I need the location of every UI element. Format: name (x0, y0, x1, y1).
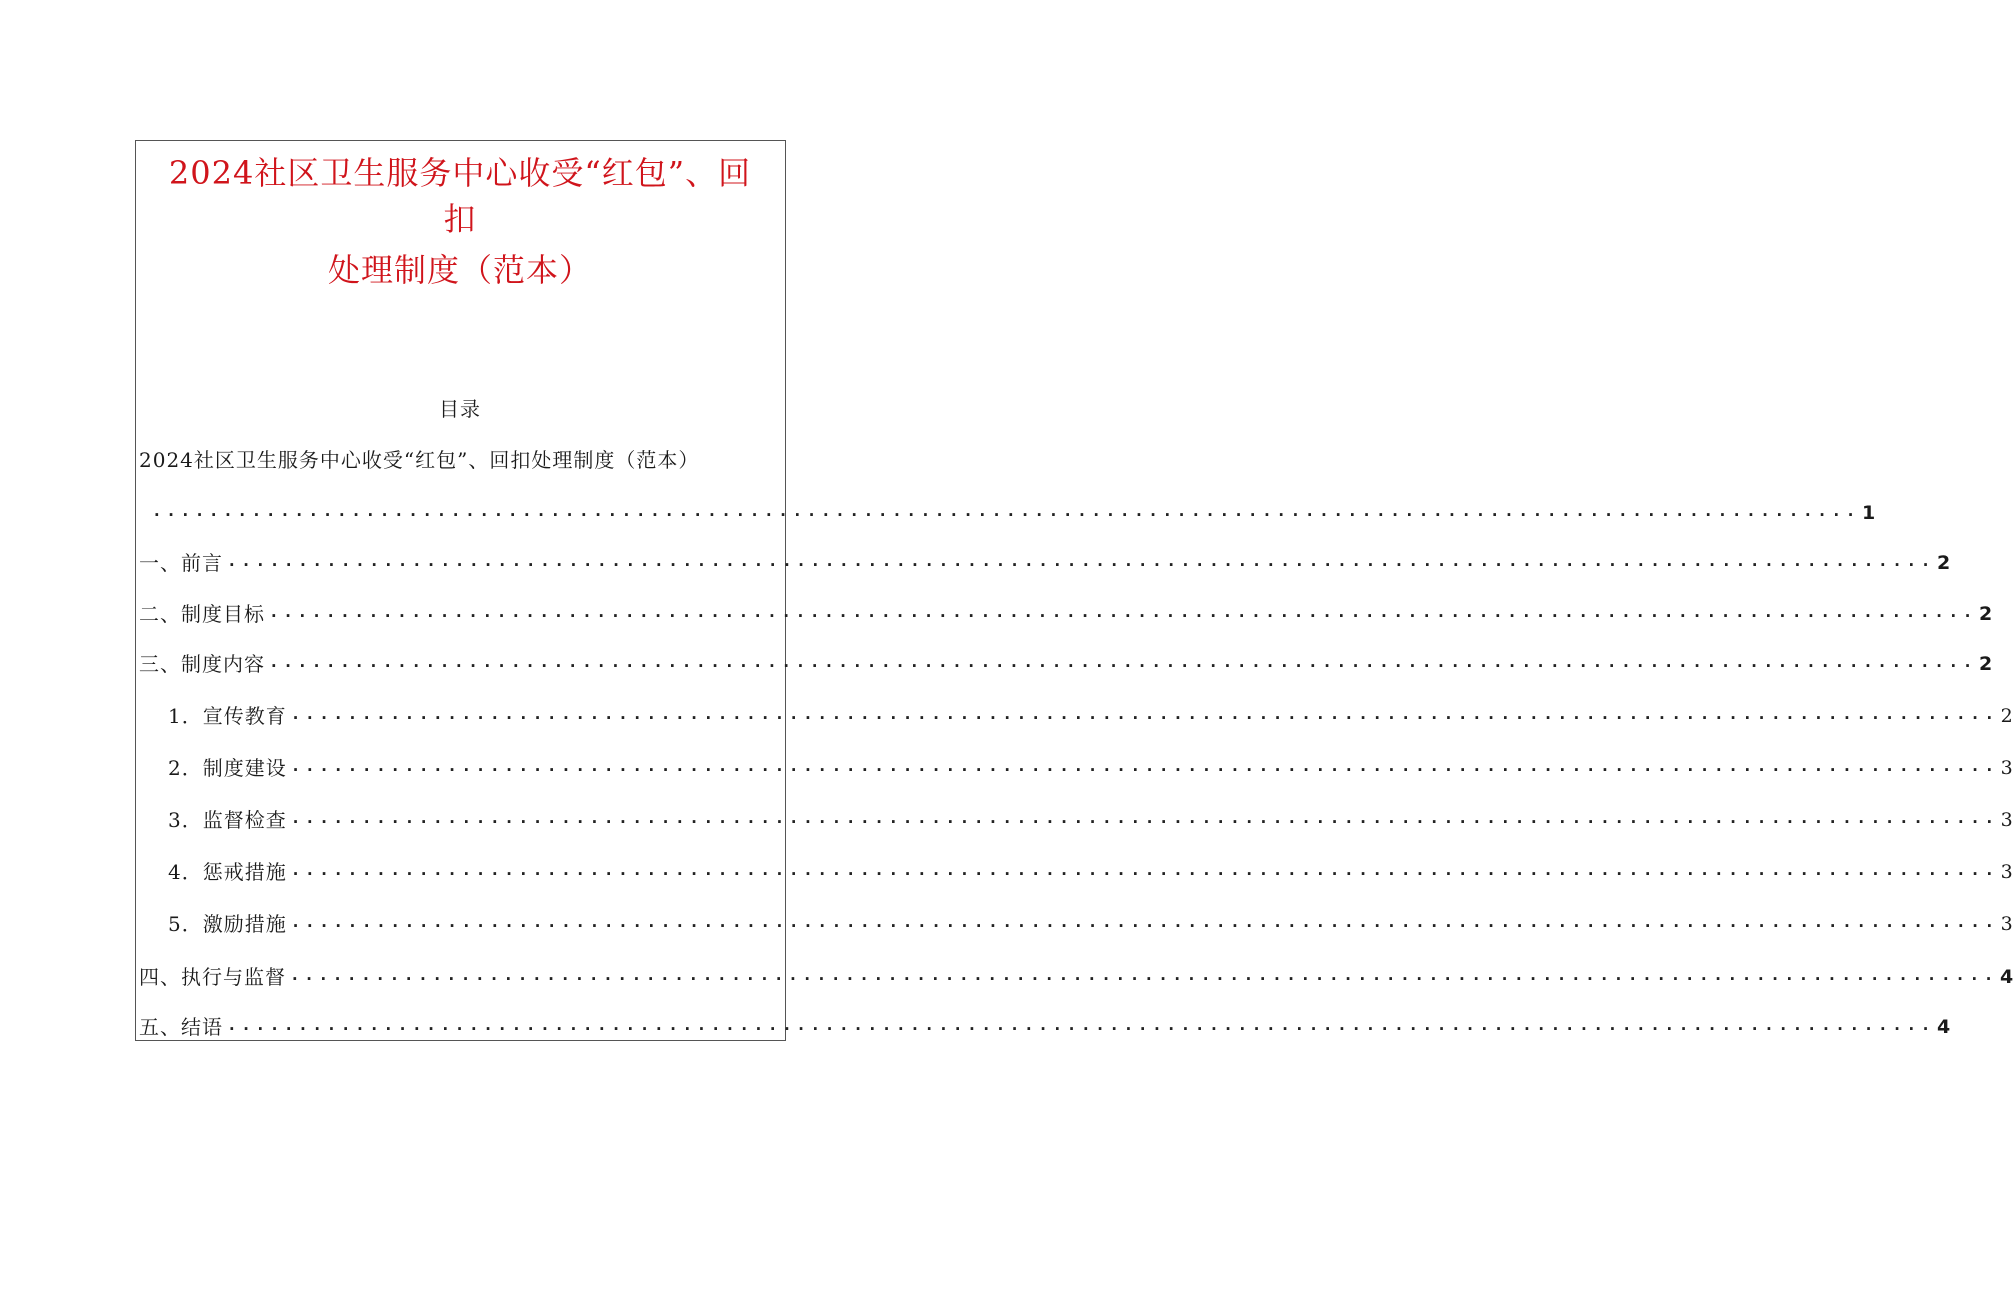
toc-entry-label: 2．制度建设 (168, 756, 287, 780)
toc-entry-label: 四、执行与监督 (139, 965, 286, 989)
document-title-line-2: 扣 (443, 200, 477, 238)
toc-page-number: 3 (2000, 861, 2013, 883)
toc-entry-label: 4．惩戒措施 (168, 860, 287, 884)
toc-page-number: 3 (2000, 757, 2013, 779)
toc-entry-system-building[interactable] (168, 752, 2013, 782)
toc-dot-leader: ........................................................................................................................ (227, 551, 1935, 570)
toc-dot-leader: ........................................................................................................................ (290, 704, 1999, 723)
toc-entry-preface[interactable] (139, 547, 1951, 577)
toc-page-number: 2 (1978, 603, 1993, 625)
toc-entry-content[interactable] (139, 648, 1993, 678)
toc-page-number: 2 (1978, 653, 1993, 675)
document-title-line-3: 处理制度（范本） (327, 251, 592, 289)
toc-dot-leader: ........................................................................................................................ (290, 912, 1999, 931)
toc-page-number: 4 (1999, 966, 2013, 988)
toc-heading: 目录 (439, 397, 481, 421)
toc-page-number: 1 (1861, 502, 1876, 524)
toc-entry-execution[interactable] (139, 961, 2013, 991)
document-title-line-1: 2024社区卫生服务中心收受“红包”、回 (168, 154, 752, 192)
toc-dot-leader: ........................................................................................................................ (290, 808, 1999, 827)
toc-page-number: 4 (1936, 1016, 1951, 1038)
toc-entry-label: 3．监督检查 (168, 808, 287, 832)
toc-entry-label: 二、制度目标 (139, 602, 265, 626)
toc-dot-leader: ........................................................................................................................ (152, 501, 1860, 520)
toc-entry-label: 5．激励措施 (168, 912, 287, 936)
toc-entry-discipline[interactable] (168, 856, 2013, 886)
toc-entry-title-main[interactable]: 2024社区卫生服务中心收受“红包”、回扣处理制度（范本） (139, 448, 700, 472)
toc-page-number: 2 (2000, 705, 2013, 727)
toc-dot-leader: ........................................................................................................................ (290, 756, 1999, 775)
toc-entry-label: 五、结语 (139, 1015, 223, 1039)
toc-entry-label: 1．宣传教育 (168, 704, 287, 728)
toc-dot-leader: ........................................................................................................................ (290, 860, 1999, 879)
toc-dot-leader: ........................................................................................................................ (269, 602, 1977, 621)
toc-page-number: 3 (2000, 809, 2013, 831)
toc-page-number: 3 (2000, 913, 2013, 935)
toc-dot-leader: ........................................................................................................................ (227, 1015, 1935, 1034)
toc-entry-education[interactable] (168, 700, 2013, 730)
toc-entry-supervision[interactable] (168, 804, 2013, 834)
toc-entry-label: 一、前言 (139, 551, 223, 575)
toc-entry-conclusion[interactable] (139, 1011, 1951, 1041)
toc-dot-leader: ........................................................................................................................ (269, 652, 1977, 671)
toc-dot-leader: ........................................................................................................................ (290, 965, 1998, 984)
toc-entry-main-leader[interactable] (148, 497, 1876, 527)
toc-entry-goals[interactable] (139, 598, 1993, 628)
toc-entry-label: 三、制度内容 (139, 652, 265, 676)
toc-entry-incentives[interactable] (168, 908, 2013, 938)
toc-page-number: 2 (1936, 552, 1951, 574)
